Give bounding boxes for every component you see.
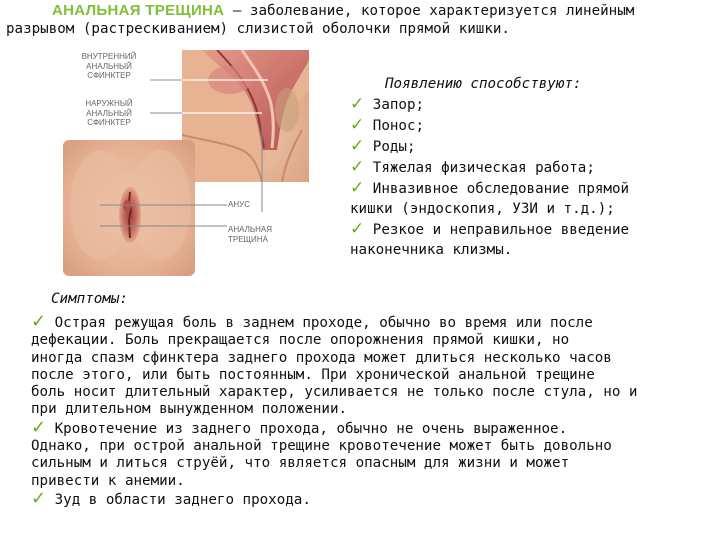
check-icon: ✓ [31, 487, 47, 509]
factor-text: Роды; [372, 139, 416, 155]
symptom-line: дефекации. Боль прекращается после опорожнения прямой кишки, но [31, 332, 570, 349]
anatomy-cross-section-image [182, 50, 309, 182]
symptom-itch [31, 487, 707, 509]
check-icon: ✓ [31, 311, 47, 332]
list-item [350, 115, 710, 136]
label-line: АНАЛЬНЫЙ [86, 61, 132, 71]
check-icon: ✓ [350, 136, 365, 156]
header-line-1 [6, 2, 716, 20]
list-item [350, 219, 710, 260]
check-icon: ✓ [350, 157, 365, 177]
list-item [350, 94, 710, 115]
header-text-2: разрывом (растрескиванием) слизистой оболочки прямой кишки. [6, 21, 510, 37]
header-text-1: — заболевание, которое характеризуется линейным [224, 3, 635, 19]
symptom-line: иногда спазм сфинктера заднего прохода может длиться несколько часов [31, 349, 612, 366]
label-line: СФИНКТЕР [87, 71, 131, 80]
symptom-line: Кровотечение из заднего прохода, обычно не очень выраженное. [54, 420, 568, 437]
label-line: ТРЕЩИНА [228, 234, 268, 244]
list-item [350, 157, 710, 178]
check-icon: ✓ [350, 94, 365, 114]
label-line: НАРУЖНЫЙ [85, 99, 133, 108]
symptom-line: Зуд в области заднего прохода. [54, 491, 311, 508]
symptom-line: привести к анемии. [31, 472, 185, 489]
label-line: АНАЛЬНЫЙ [86, 108, 132, 118]
factors-title: Появлению способствуют: [385, 76, 582, 92]
factor-text: Понос; [372, 118, 425, 134]
check-icon: ✓ [350, 219, 365, 239]
perianal-photo-image [63, 140, 195, 276]
header [6, 2, 716, 38]
symptom-line: сильным и литься струёй, что является опасным для жизни и может [31, 455, 570, 472]
symptom-line: Однако, при острой анальной трещине кровотечение может быть довольно [31, 438, 612, 455]
factor-text: Запор; [372, 97, 425, 113]
list-item [350, 136, 710, 157]
factor-text: Тяжелая физическая работа; [372, 160, 595, 176]
contributing-factors [350, 74, 710, 260]
factor-text: Инвазивное обследование прямой [372, 181, 630, 197]
check-icon: ✓ [31, 416, 47, 438]
factor-text-cont: кишки (эндоскопия, УЗИ и т.д.); [350, 201, 615, 217]
symptom-line: при длительном вынужденном положении. [31, 401, 348, 418]
label-line: АНАЛЬНАЯ [228, 225, 273, 234]
symptom-bleeding [31, 416, 707, 490]
label-internal-sphincter [68, 52, 150, 81]
label-anus: АНУС [228, 200, 250, 209]
label-external-sphincter [68, 99, 150, 128]
factor-text-cont: наконечника клизмы. [350, 242, 513, 258]
check-icon: ✓ [350, 178, 365, 198]
factor-text: Резкое и неправильное введение [372, 222, 630, 238]
symptoms-title: Симптомы: [51, 291, 128, 307]
page-title: АНАЛЬНАЯ ТРЕЩИНА [52, 2, 225, 19]
symptom-line: Острая режущая боль в заднем проходе, обычно во время или после [54, 315, 593, 331]
label-line: СФИНКТЕР [87, 118, 131, 127]
list-item [350, 178, 710, 219]
symptoms-list [31, 313, 707, 509]
label-anal-fissure [228, 225, 298, 244]
symptom-line: после этого, или быть постоянным. При хронической анальной трещине [31, 366, 595, 383]
symptom-line: боль носит длительный характер, усиливается не только после стула, но и [31, 384, 638, 401]
symptom-pain [31, 313, 707, 419]
label-line: ВНУТРЕННИЙ [81, 52, 137, 61]
check-icon: ✓ [350, 115, 365, 135]
